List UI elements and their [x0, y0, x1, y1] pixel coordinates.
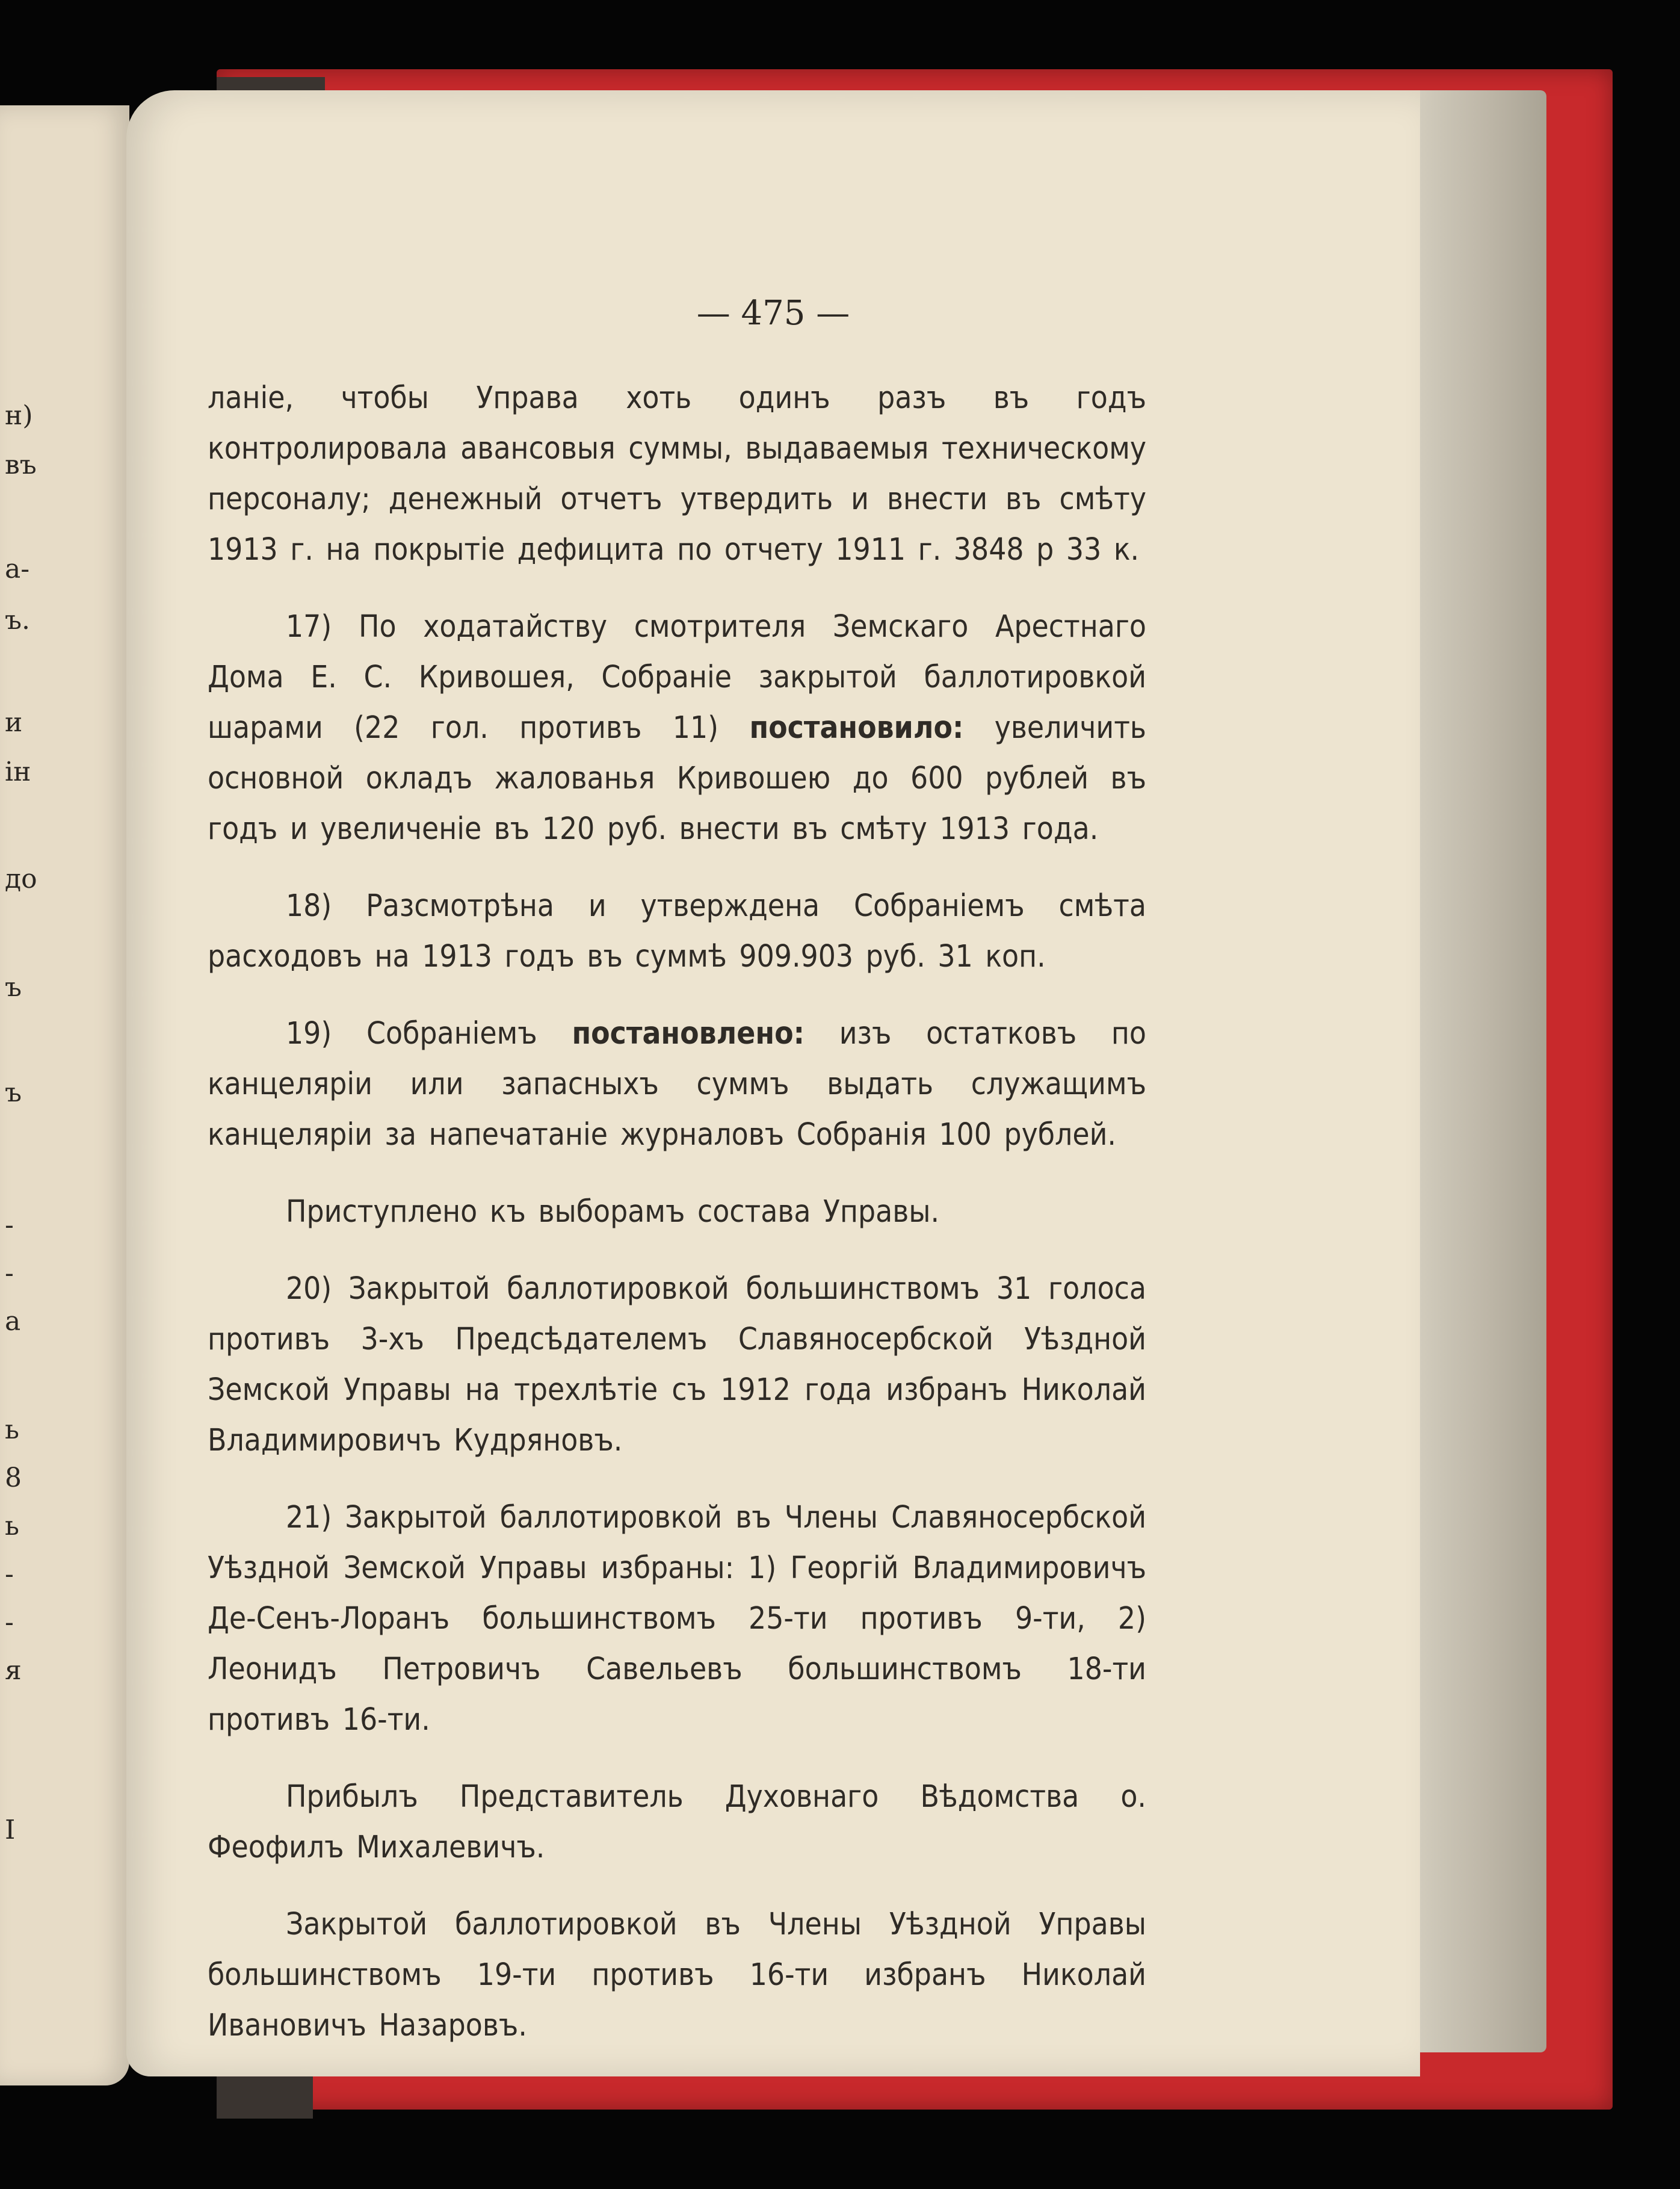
- paragraph-intro: ланіе, чтобы Управа хоть одинъ разъ въ годъ контролировала авансовыя суммы, выдаваемыя техническому персоналу; денежный отчетъ утвердить и внести въ смѣту 1913 г. на покрытіе дефицита по отчету 1911 г. 3848 р 33 к.: [208, 380, 1146, 568]
- left-page-fragment: ь: [5, 1511, 19, 1541]
- paragraph-20: 20) Закрытой баллотировкой большинствомъ 31 голоса противъ 3-хъ Предсѣдателемъ Славяносербской Уѣздной Земской Управы на трехлѣтіе съ 1912 года избранъ Николай Владимировичъ Кудряновъ.: [208, 1271, 1146, 1458]
- paragraph-19: [208, 1009, 1146, 1160]
- page-number: — 475 —: [696, 294, 850, 333]
- left-page-fragment: ін: [5, 757, 31, 787]
- paragraph-elections-start: Приступлено къ выборамъ состава Управы.: [286, 1194, 940, 1230]
- page-edges: [1402, 90, 1546, 2052]
- paragraph-17-text: 17) По ходатайству смотрителя Земскаго Арестнаго Дома Е. С. Кривошея, Собраніе закрытой баллотировкой шарами (22 гол. противъ 11): [208, 609, 1146, 746]
- left-page-fragment: а: [5, 1306, 21, 1337]
- left-page-fragment: ь: [5, 1414, 19, 1445]
- left-page-fragment: -: [5, 1258, 14, 1289]
- left-page-fragment: ъ.: [5, 605, 30, 636]
- left-page-fragment: и: [5, 707, 23, 738]
- left-page-fragment: -: [5, 1559, 14, 1590]
- paragraph-18: 18) Разсмотрѣна и утверждена Собраніемъ смѣта расходовъ на 1913 годъ въ суммѣ 909.903 руб. 31 коп.: [208, 888, 1146, 974]
- paragraph-arrival: Прибылъ Представитель Духовнаго Вѣдомства о. Феофилъ Михалевичъ.: [208, 1779, 1146, 1865]
- paragraph-19-rest: изъ остатковъ по канцеляріи или запасныхъ суммъ выдать служащимъ канцеляріи за напечатаніе журналовъ Собранія 100 рублей.: [208, 1016, 1146, 1153]
- paragraph-17-bold: постановило:: [749, 710, 964, 746]
- paragraph-final-election: Закрытой баллотировкой въ Члены Уѣздной Управы большинствомъ 19-ти противъ 16-ти избранъ Николай Ивановичъ Назаровъ.: [208, 1907, 1146, 2043]
- left-page-fragment: І: [5, 1815, 16, 1845]
- left-page-fragment: -: [5, 1607, 14, 1638]
- left-page-fragment: н): [5, 400, 33, 431]
- left-page-fragment: ъ: [5, 1077, 22, 1108]
- left-page-fragment: 8: [5, 1463, 22, 1493]
- left-page-fragment: я: [5, 1655, 22, 1686]
- book-page: [126, 90, 1420, 2076]
- left-page-fragment: а-: [5, 554, 30, 584]
- left-page-fragment: -: [5, 1210, 14, 1240]
- left-page-fragment: ъ: [5, 972, 22, 1003]
- left-facing-page: [0, 105, 129, 2085]
- page-text: [208, 373, 1146, 2051]
- paragraph-17-rest: увеличить основной окладъ жалованья Кривошею до 600 рублей въ годъ и увеличеніе въ 120 руб. внести въ смѣту 1913 года.: [208, 710, 1146, 847]
- paragraph-21: 21) Закрытой баллотировкой въ Члены Славяносербской Уѣздной Земской Управы избраны: 1) Георгій Владимировичъ Де-Сенъ-Лоранъ большинствомъ 25-ти противъ 9-ти, 2) Леонидъ Петровичъ Савельевъ большинствомъ 18-ти противъ 16-ти.: [208, 1500, 1146, 1738]
- left-page-fragment: до: [5, 864, 37, 894]
- paragraph-19-bold: постановлено:: [572, 1016, 804, 1051]
- paragraph-19-text: 19) Собраніемъ: [286, 1016, 572, 1051]
- paragraph-17: [208, 602, 1146, 855]
- left-page-fragment: въ: [5, 450, 37, 480]
